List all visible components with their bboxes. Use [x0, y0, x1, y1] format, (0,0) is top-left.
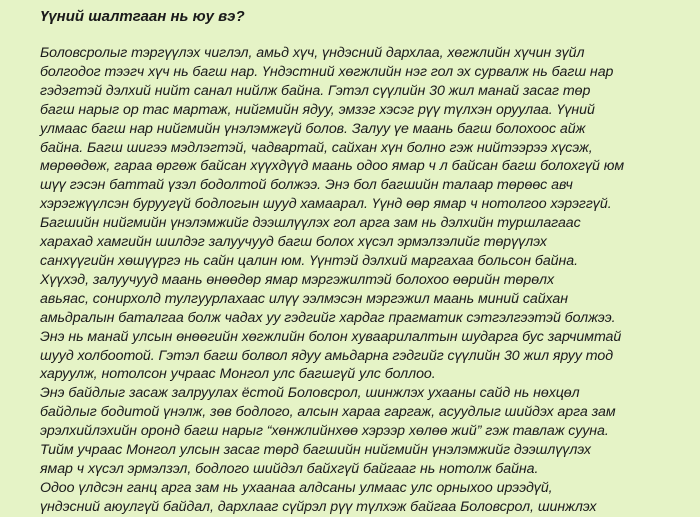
text-line: шүү гэсэн баттай үзэл бодолтой болжээ. Энэ бол багшийн талаар төрөөс авч — [40, 177, 573, 194]
text-line: харуулж, нотолсон учраас Монгол улс багшгүй улс боллоо. — [40, 366, 436, 383]
text-line: улмаас багш нар нийгмийн үнэлэмжгүй болов. Залуу үе маань багш болохоос айж — [40, 120, 586, 137]
text-line: харахад хамгийн шилдэг залуучууд багш болох хүсэл эрмэлзэлийг төрүүлэх — [40, 234, 547, 251]
text-line: үндэсний аюулгүй байдал, дархлааг сүйрэл рүү түлхэж байгаа Боловсрол, шинжлэх — [40, 498, 597, 515]
text-line: Хүүхэд, залуучууд маань өнөөдөр ямар мэргэжилтэй болохоо өөрийн төрөлх — [40, 271, 555, 288]
text-line: байдлыг бодитой үнэлж, зөв бодлого, алсын хараа гаргаж, асуудлыг шийдэх арга зам — [40, 404, 616, 421]
text-line: ямар ч хүсэл эрмэлзэл, бодлого шийдэл байхгүй байгааг нь нотолж байна. — [40, 460, 539, 477]
document-body — [40, 44, 692, 517]
text-line: эрэлхийлэхийн оронд багш нарыг “хөнжлийнхөө хэрээр хөлөө жий” гэж тавлаж сууна. — [40, 423, 609, 440]
text-line: Тийм учраас Монгол улсын засаг төрд багшийн нийгмийн үнэлэмжийг дээшлүүлэх — [40, 442, 591, 459]
text-line: гэдэгтэй дэлхий нийт санал нийлж байна. Гэтэл сүүлийн 30 жил манай засаг төр — [40, 82, 591, 99]
text-line: багш нарыг ор тас мартаж, нийгмийн ядуу, эмзэг хэсэг рүү түлхэн оруулаа. Үүний — [40, 101, 595, 118]
text-line: Багшийн нийгмийн үнэлэмжийг дээшлүүлэх гол арга зам нь дэлхийн туршлагаас — [40, 215, 581, 232]
text-line: Одоо үлдсэн ганц арга зам нь ухаанаа алдсаны улмаас улс орныхоо ирээдүй, — [40, 479, 553, 496]
text-line: амьдралын баталгаа болж чадах уу гэдгийг хардаг прагматик сэтгэлгээтэй болжээ. — [40, 309, 616, 326]
text-line: санхүүгийн хөшүүргэ нь сайн цалин юм. Үүнтэй дэлхий маргахаа больсон байна. — [40, 252, 578, 269]
text-line: Энэ нь манай улсын өнөөгийн хөгжлийн болон хуваарилалтын шударга бус зарчимтай — [40, 328, 622, 345]
text-line: шууд холбоотой. Гэтэл багш болвол ядуу амьдарна гэдгийг сүүлийн 30 жил яруу тод — [40, 347, 614, 364]
text-line: Энэ байдлыг засаж залруулах ёстой Боловсрол, шинжлэх ухааны сайд нь нөхцөл — [40, 385, 580, 402]
text-line: байна. Багш шигээ мэдлэгтэй, чадвартай, сайхан хүн болно гэж нийтээрээ хүсэж, — [40, 139, 593, 156]
text-line: Боловсролыг тэргүүлэх чиглэл, амьд хүч, үндэсний дархлаа, хөгжлийн хүчин зүйл — [40, 45, 585, 61]
text-line: авьяас, сонирхолд тулгуурлахаас илүү ээлмэсэн мэргэжил маань миний сайхан — [40, 290, 569, 307]
document-title: Үүний шалтгаан нь юу вэ? — [40, 8, 245, 25]
text-line: болгодог тээгч хүч нь багш нар. Үндэстний хөгжлийн нэг гол эх сурвалж нь багш нар — [40, 63, 614, 80]
text-line: хэрэгжүүлсэн буруугүй бодлогын шууд хамаарал. Үүнд өөр ямар ч нотолгоо хэрэггүй. — [40, 196, 612, 213]
text-line: мөрөөдөж, гараа өргөж байсан хүүхдүүд маань одоо ямар ч л байсан багш болохгүй юм — [40, 158, 625, 175]
